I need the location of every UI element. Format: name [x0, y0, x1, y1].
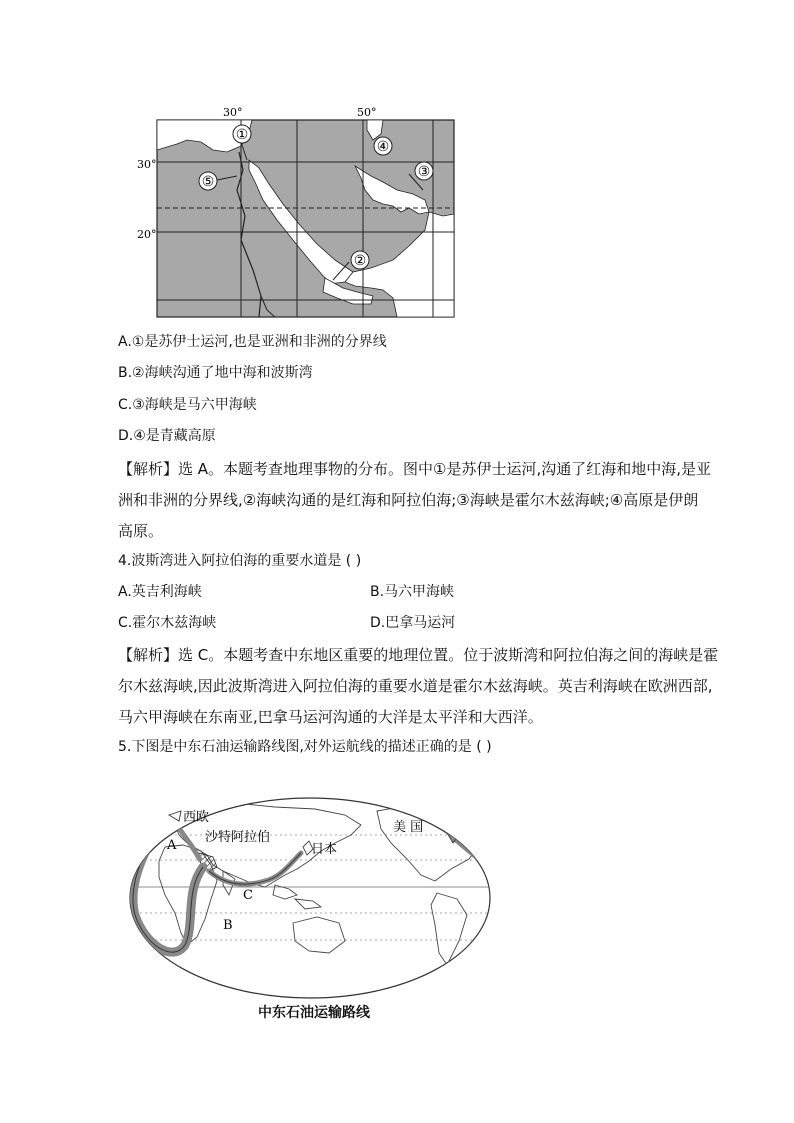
label-usa: 美 国 [393, 820, 424, 835]
label-route-a: A [167, 838, 177, 853]
marker-5: ⑤ [201, 174, 215, 190]
label-japan: 日本 [311, 842, 338, 857]
q3-option-d: D.④是青藏高原 [118, 428, 216, 444]
lon-label-50: 50° [357, 106, 377, 119]
q3-analysis-line1: 【解析】选 A。本题考查地理事物的分布。图中①是苏伊士运河,沟通了红海和地中海,是亚 [118, 460, 712, 478]
q4-option-b: B.马六甲海峡 [370, 584, 455, 600]
q3-analysis-line3: 高原。 [118, 522, 164, 540]
q5-stem: 5.下图是中东石油运输路线图,对外运航线的描述正确的是 ( ) [118, 739, 492, 755]
q3-option-c: C.③海峡是马六甲海峡 [118, 397, 257, 413]
oil-route-world-map [125, 795, 495, 1000]
q4-analysis-line1: 【解析】选 C。本题考查中东地区重要的地理位置。位于波斯湾和阿拉伯海之间的海峡是霍 [118, 646, 719, 664]
label-route-c: C [243, 888, 253, 903]
q4-stem: 4.波斯湾进入阿拉伯海的重要水道是 ( ) [118, 553, 362, 569]
marker-3: ③ [417, 164, 431, 180]
globe-outline [130, 798, 490, 998]
q4-option-d: D.巴拿马运河 [370, 615, 456, 631]
lat-label-20: 20° [137, 228, 157, 241]
lat-label-30: 30° [137, 158, 157, 171]
lon-label-30: 30° [223, 106, 243, 119]
middle-east-map [135, 100, 465, 320]
q4-analysis-line2: 尔木兹海峡,因此波斯湾进入阿拉伯海的重要水道是霍尔木兹海峡。英吉利海峡在欧洲西部, [118, 677, 713, 695]
label-route-b: B [223, 918, 233, 933]
q3-option-b: B.②海峡沟通了地中海和波斯湾 [118, 365, 313, 381]
q3-option-a: A.①是苏伊士运河,也是亚洲和非洲的分界线 [118, 334, 387, 350]
label-west-europe: 西欧 [183, 810, 210, 825]
marker-2: ② [353, 253, 367, 269]
q4-option-c: C.霍尔木兹海峡 [118, 615, 217, 631]
marker-4: ④ [376, 139, 390, 155]
label-saudi-arabia: 沙特阿拉伯 [205, 830, 271, 845]
marker-1: ① [235, 127, 249, 143]
q4-analysis-line3: 马六甲海峡在东南亚,巴拿马运河沟通的大洋是太平洋和大西洋。 [118, 708, 543, 726]
map-caption: 中东石油运输路线 [258, 1005, 370, 1021]
q4-option-a: A.英吉利海峡 [118, 584, 202, 600]
q3-analysis-line2: 洲和非洲的分界线,②海峡沟通的是红海和阿拉伯海;③海峡是霍尔木兹海峡;④高原是伊朗 [118, 491, 699, 509]
